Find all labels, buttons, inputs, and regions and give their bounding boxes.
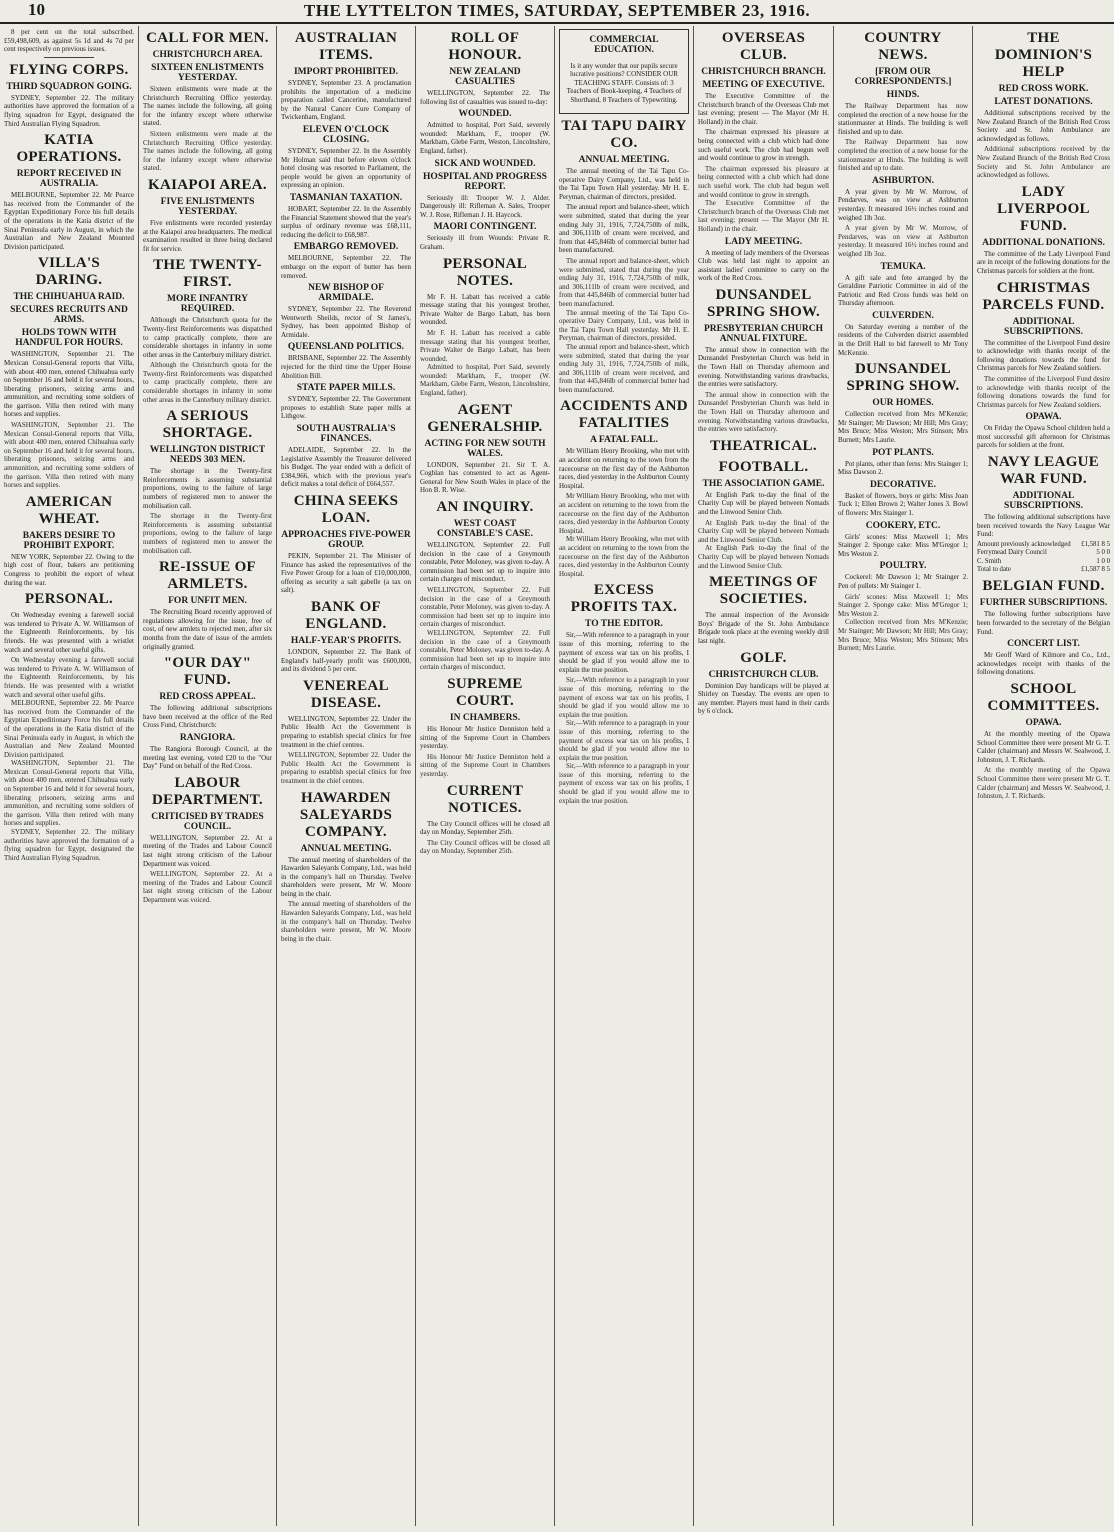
subheading: RED CROSS WORK.: [998, 84, 1089, 94]
section-heading: ROLL OF HONOUR.: [448, 30, 522, 63]
subheading: POT PLANTS.: [872, 447, 934, 458]
row-value: £1,581 8 5: [1081, 540, 1110, 548]
subheading: DECORATIVE.: [869, 479, 937, 490]
article-paragraph: SYDNEY, September 22. The military authorities have approved the formation of a flying squadron for Egypt, designated the Third Australian Flying Squadron.: [4, 93, 134, 128]
article-paragraph: Collection received from Mrs M'Kenzie; Mr Stainger; Mr Dawson; Mr Hill; Mrs Gray; Mrs Bruce; Miss Weston; Mrs Stinson; Mrs Burnett; Mrs Laurie.: [838, 410, 968, 445]
subheading: OUR HOMES.: [872, 398, 934, 409]
subheading: WELLINGTON DISTRICT NEEDS 303 MEN.: [149, 445, 266, 466]
article-paragraph: SYDNEY, September 22. In the Assembly Mr Holman said that before eleven o'clock hotel closing was resorted to Parliament, the people would be given an opportunity of expressing an opinion.: [281, 146, 411, 190]
article-paragraph: The Executive Committee of the Christchurch branch of the Overseas Club met last evening; present — The Mayor (Mr H. Holland) in the chair.: [698, 92, 829, 126]
column-7: [834, 26, 973, 1526]
article-paragraph: Mr William Henry Brooking, who met with an accident on returning to the town from the racecourse on the first day of the Ashburton races, died yesterday in the Ashburton County Hospital.: [559, 447, 689, 490]
subheading: REPORT RECEIVED IN AUSTRALIA.: [16, 169, 122, 190]
article-paragraph: Five enlistments were recorded yesterday at the Kaiapoi area headquarters. The medical examination resulted in three being declared fit for service.: [143, 218, 272, 253]
article-paragraph: His Honour Mr Justice Denniston held a sitting of the Supreme Court in Chambers yesterday.: [420, 752, 550, 778]
article-paragraph: WASHINGTON, September 21. The Mexican Consul-General reports that Villa, with about 400 men, entered Chihuahua early on September 16 and held it for several hours, liberating prisoners, seizing arms and ammunition, and recruiting some soldiers of the garrison. Villa then retired with many horses and supplies.: [4, 759, 134, 828]
section-heading: SUPREME COURT.: [447, 675, 523, 709]
subheading: ADDITIONAL SUBSCRIPTIONS.: [1004, 491, 1083, 512]
article-paragraph: A gift sale and fete arranged by the Geraldine Patriotic Committee in aid of the Patriotic and Red Cross funds was held on Thursday afternoon.: [838, 273, 968, 308]
article-paragraph: At the monthly meeting of the Opawa School Committee there were present Mr G. T. Calder (chairman) and Messrs W. Sealwood, J. Johnston, J. T. Richards.: [977, 766, 1110, 801]
article-paragraph: The annual inspection of the Avonside Boys' Brigade of the St. John Ambulance Brigade took place at the evening weekly drill last night.: [698, 611, 829, 645]
subscription-row: [977, 566, 1110, 574]
article-paragraph: At English Park to-day the final of the Charity Cup will be played between Nomads and the Linwood Senior Club.: [698, 490, 829, 516]
article-paragraph: On Friday the Opawa School children held a most successful gift afternoon for Christmas parcels for soldiers at the front.: [977, 424, 1110, 450]
article-paragraph: The annual meeting of shareholders of the Hawarden Saleyards Company, Ltd., was held in the company's hall on Thursday. Twelve shareholders were present, Mr W. Moore being in the chair.: [281, 855, 411, 898]
subheading: CRITICISED BY TRADES COUNCIL.: [151, 811, 264, 832]
subheading: FOR UNFIT MEN.: [168, 596, 247, 607]
subheading: NEW ZEALAND CASUALTIES: [449, 67, 521, 87]
subheading: SIXTEEN ENLISTMENTS YESTERDAY.: [151, 63, 264, 83]
subheading: RED CROSS APPEAL.: [159, 692, 256, 703]
section-heading: FLYING CORPS.: [9, 61, 129, 78]
article-paragraph: Mr William Henry Brooking, who met with an accident on returning to the town from the racecourse on the first day of the Ashburton races, died yesterday in the Ashburton County Hospital.: [559, 535, 689, 578]
subheading: PRESBYTERIAN CHURCH ANNUAL FIXTURE.: [703, 323, 824, 344]
article-paragraph: Sir,—With reference to a paragraph in your issue of this morning, referring to the payment of excess war tax on his profits, I should be glad if you would allow me to explain the true position.: [559, 676, 689, 719]
subheading: ACTING FOR NEW SOUTH WALES.: [424, 438, 546, 459]
article-paragraph: WELLINGTON, September 22. Under the Public Health Act the Government is preparing to establish special clinics for free treatment in the chief centres.: [281, 714, 411, 749]
subheading: MAORI CONTINGENT.: [433, 222, 537, 233]
article-paragraph: SYDNEY, September 22. The Government proposes to establish State paper mills at Lithgow.: [281, 395, 411, 421]
article-paragraph: Sixteen enlistments were made at the Christchurch Recruiting Office yesterday. The names include the following, all going for the infantry except where otherwise stated.: [143, 129, 272, 173]
subheading: ANNUAL MEETING.: [578, 155, 670, 166]
article-paragraph: Girls' scones: Miss Maxwell 1; Mrs Stainger 2. Sponge cake: Miss M'Gregor 1; Mrs Weston 2.: [838, 532, 968, 558]
subheading: COMMERCIAL EDUCATION.: [589, 35, 659, 55]
article-paragraph: LONDON, September 21. Sir T. A. Coghlan has consented to act as Agent-General for New South Wales in place of the Hon B. R. Wise.: [420, 460, 550, 495]
article-paragraph: WASHINGTON, September 21. The Mexican Consul-General reports that Villa, with about 400 men, entered Chihuahua early on September 16 and held it for several hours, liberating prisoners, seizing arms and ammunition, and recruiting some soldiers of the garrison. Villa then retired with many horses and supplies.: [4, 350, 134, 419]
section-heading: VILLA'S DARING.: [35, 255, 103, 289]
article-paragraph: Additional subscriptions received by the New Zealand Branch of the British Red Cross Society and St. John Ambulance are acknowledged as follows.: [977, 109, 1110, 143]
article-paragraph: The annual report and balance-sheet, which were submitted, stated that during the year ending July 31, 1916, 7,724,750lb of milk, and 306,111lb of cream were received, and from that 445,846lb of commercial butter had been manufactured.: [559, 342, 689, 394]
subheading: RANGIORA.: [179, 732, 236, 743]
article-paragraph: The annual show in connection with the Dunsandel Presbyterian Church was held in the Town Hall on Thursday afternoon and evening. Notwithstanding various drawbacks, the entries were satisfactory.: [698, 345, 829, 389]
subheading: CULVERDEN.: [872, 310, 934, 321]
section-heading: ACCIDENTS AND FATALITIES: [560, 398, 688, 432]
article-paragraph: A year given by Mr W. Morrow, of Pendarves, was on view at Ashburton yesterday. It measured 16½ inches round and weighed 1lb 3oz.: [838, 224, 968, 258]
article-paragraph: Sir,—With reference to a paragraph in your issue of this morning, referring to the payment of excess war tax on his profits, I should be glad if you would allow me to explain the true position.: [559, 631, 689, 674]
section-heading: RE-ISSUE OF ARMLETS.: [158, 559, 257, 593]
section-heading: EXCESS PROFITS TAX.: [570, 582, 678, 616]
subheading: TO THE EDITOR.: [585, 619, 663, 630]
section-heading: A SERIOUS SHORTAGE.: [162, 408, 253, 442]
article-paragraph: MELBOURNE, September 22. The embargo on the export of butter has been removed.: [281, 254, 411, 280]
article-paragraph: The shortage in the Twenty-first Reinforcements is assuming substantial proportions, owing to the failure of large numbers of registered men to answer the mobilisation call.: [143, 467, 272, 510]
section-heading: LABOUR DEPARTMENT.: [152, 774, 263, 808]
row-label: Amount previously acknowledged: [977, 540, 1071, 548]
subheading: HOLDS TOWN WITH HANDFUL FOR HOURS.: [15, 328, 123, 349]
subheading: WEST COAST CONSTABLE'S CASE.: [437, 519, 533, 540]
article-paragraph: The shortage in the Twenty-first Reinforcements is assuming substantial proportions, owing to the failure of large numbers of registered men to answer the mobilisation call.: [143, 512, 272, 555]
article-paragraph: On Wednesday evening a farewell social was tendered to Private A. W. Williamson of the Eighteenth Reinforcements, by his friends. He was presented with a wristlet watch and several other useful gifts.: [4, 611, 134, 654]
article-paragraph: The following further subscriptions have been forwarded to the secretary of the Belgian Fund.: [977, 610, 1110, 636]
subscription-row: [977, 558, 1110, 566]
section-heading: AGENT GENERALSHIP.: [427, 401, 543, 435]
article-paragraph: The annual report and balance-sheet, which were submitted, stated that during the year ending July 31, 1916, 7,724,750lb of milk, and 306,111lb of cream were received, and from that 445,846lb of commercial butter had been manufactured.: [559, 203, 689, 255]
row-label: Total to date: [977, 566, 1011, 574]
article-paragraph: NEW YORK, September 22. Owing to the high cost of flour, bakers are petitioning Congress to prohibit the export of wheat during the war.: [4, 552, 134, 587]
article-paragraph: The annual show in connection with the Dunsandel Presbyterian Church was held in the Town Hall on Thursday afternoon and evening. Notwithstanding various drawbacks, the entries were satisfactory.: [698, 390, 829, 434]
subheading: [FROM OUR CORRESPONDENTS.]: [854, 67, 952, 87]
subheading: NEW BISHOP OF ARMIDALE.: [308, 283, 384, 304]
subheading: OPAWA.: [1025, 718, 1062, 729]
article-paragraph: WELLINGTON, September 22. The following list of casualties was issued to-day:: [420, 89, 550, 106]
article-paragraph: The annual meeting of shareholders of the Hawarden Saleyards Company, Ltd., was held in the company's hall on Thursday. Twelve shareholders were present, Mr W. Moore being in the chair.: [281, 900, 411, 943]
subheading: LADY MEETING.: [724, 236, 803, 247]
advertisement-box: [559, 29, 689, 114]
subscription-row: [977, 541, 1110, 549]
article-paragraph: A year given by Mr W. Morrow, of Pendarves, was on view at Ashburton yesterday. It measured 16½ inches round and weighed 1lb 3oz.: [838, 187, 968, 222]
subheading: MEETING OF EXECUTIVE.: [702, 80, 825, 90]
article-paragraph: Girls' scones: Miss Maxwell 1; Mrs Stainger 2. Sponge cake: Miss M'Gregor 1; Mrs Weston 2.: [838, 592, 968, 618]
article-paragraph: Mr William Henry Brooking, who met with an accident on returning to the town from the racecourse on the first day of the Ashburton races, died yesterday in the Ashburton County Hospital.: [559, 492, 689, 535]
article-paragraph: The annual meeting of the Tai Tapu Co-operative Dairy Company, Ltd., was held in the Tai Tapu Town Hall yesterday. Mr H. E. Peryman, chairman of directors, presided.: [559, 167, 689, 201]
section-heading: OVERSEAS CLUB.: [721, 30, 806, 63]
article-paragraph: WELLINGTON, September 22. Full decision in the case of a Greymouth constable, Peter Moloney, was given to-day. A commission had been set up to inquire into certain charges of misconduct.: [420, 541, 550, 584]
article-paragraph: The Railway Department has now completed the erection of a new house for the stationmaster at Hinds. The building is well finished and up to date.: [838, 138, 968, 173]
article-paragraph: Mr Geoff Ward of Kilmore and Co., Ltd., acknowledges receipt with thanks of the following donations.: [977, 651, 1110, 677]
section-heading: PERSONAL.: [24, 591, 114, 608]
subheading: A FATAL FALL.: [590, 435, 658, 446]
article-paragraph: SYDNEY, September 22. The Reverend Wentworth Sheilds, rector of St James's, Sydney, has been appointed Bishop of Armidale.: [281, 305, 411, 339]
section-heading: CALL FOR MEN.: [146, 30, 269, 46]
subheading: ANNUAL MEETING.: [300, 843, 392, 854]
article-paragraph: Admitted to hospital, Port Said, severely wounded: Markham, F., trooper (W. Markham, Glebe Farm, Weston, Lincolnshire, England, father).: [420, 121, 550, 155]
subheading: FIVE ENLISTMENTS YESTERDAY.: [160, 196, 255, 217]
section-heading: BELGIAN FUND.: [982, 578, 1105, 595]
column-4: [416, 26, 555, 1526]
section-heading: VENEREAL DISEASE.: [303, 677, 389, 711]
subheading: IMPORT PROHIBITED.: [293, 67, 398, 77]
divider: [44, 57, 93, 58]
masthead: [0, 0, 1114, 24]
subheading: CHRISTCHURCH AREA.: [152, 50, 263, 60]
row-label: Ferrymead Dairy Council: [977, 549, 1047, 557]
subheading: CHRISTCHURCH BRANCH.: [701, 67, 826, 77]
article-paragraph: A meeting of lady members of the Overseas Club was held last night to appoint an assistant ladies' committee to carry on the work of the Red Cross.: [698, 248, 829, 283]
article-paragraph: The annual report and balance-sheet, which were submitted, stated that during the year ending July 31, 1916, 7,724,750lb of milk, and 306,111lb of cream were received, and from that 445,846lb of commercial butter had been manufactured.: [559, 256, 689, 308]
subheading: THE CHIHUAHUA RAID.: [13, 292, 125, 303]
subheading: POULTRY.: [879, 561, 927, 572]
section-heading: "OUR DAY" FUND.: [163, 655, 252, 689]
row-value: 5 0 0: [1096, 549, 1110, 557]
article-paragraph: WELLINGTON, September 22. Under the Public Health Act the Government is preparing to establish special clinics for free treatment in the chief centres.: [281, 751, 411, 785]
article-paragraph: Sir,—With reference to a paragraph in your issue of this morning, referring to the payment of excess war tax on his profits, I should be glad if you would allow me to explain the true position.: [559, 719, 689, 762]
subscription-row: [977, 549, 1110, 557]
subheading: SICK AND WOUNDED.: [434, 158, 536, 169]
section-heading: SCHOOL COMMITTEES.: [987, 681, 1100, 715]
subheading: WOUNDED.: [458, 109, 512, 120]
subheading: APPROACHES FIVE-POWER GROUP.: [281, 530, 411, 550]
section-heading: KATIA OPERATIONS.: [16, 132, 122, 166]
subheading: IN CHAMBERS.: [449, 712, 521, 723]
subheading: STATE PAPER MILLS.: [296, 383, 396, 394]
section-heading: AMERICAN WHEAT.: [25, 493, 113, 527]
article-paragraph: The Executive Committee of the Christchurch branch of the Overseas Club met last evening; present — The Mayor (Mr H. Holland) in the chair.: [698, 199, 829, 233]
subheading: COOKERY, ETC.: [865, 520, 941, 531]
subheading: FURTHER SUBSCRIPTIONS.: [979, 598, 1108, 609]
subscription-table: [977, 541, 1110, 575]
section-heading: PERSONAL NOTES.: [442, 255, 528, 289]
article-paragraph: WELLINGTON, September 22. Full decision in the case of a Greymouth constable, Peter Moloney, was given to-day. A commission had been set up to inquire into certain charges of misconduct.: [420, 628, 550, 672]
subheading: CONCERT LIST.: [1007, 639, 1080, 650]
section-heading: FOOTBALL.: [718, 458, 809, 475]
article-paragraph: The annual meeting of the Tai Tapu Co-operative Dairy Company, Ltd., was held in the Tai Tapu Town Hall yesterday. Mr H. E. Peryman, chairman of directors, presided.: [559, 308, 689, 343]
article-paragraph: Cockerel: Mr Dawson 1; Mr Stainger 2. Pen of pullets: Mr Stainger 1.: [838, 573, 968, 590]
section-heading: THEATRICAL.: [710, 437, 817, 454]
article-paragraph: Collection received from Mrs M'Kenzie; Mr Stainger; Mr Dawson; Mr Hill; Mrs Gray; Mrs Bruce; Miss Weston; Mrs Stinson; Mrs Burnett; Mrs Laurie.: [838, 618, 968, 653]
newspaper-title: THE LYTTELTON TIMES, SATURDAY, SEPTEMBER 23, 1916.: [303, 1, 811, 20]
article-paragraph: The following additional subscriptions have been received at the office of the Red Cross Fund, Christchurch:: [143, 704, 272, 730]
subheading: QUEENSLAND POLITICS.: [287, 342, 405, 353]
article-paragraph: Although the Christchurch quota for the Twenty-first Reinforcements was dispatched to camp practically complete, there are considerable shortages in infantry in some other areas in the Canterbury military district.: [143, 316, 272, 359]
article-paragraph: The following additional subscriptions have been received towards the Navy League War Fund:: [977, 513, 1110, 539]
subheading: ADDITIONAL SUBSCRIPTIONS.: [1004, 316, 1083, 337]
column-1: [0, 26, 139, 1526]
section-heading: CURRENT NOTICES.: [446, 782, 524, 816]
subheading: THE ASSOCIATION GAME.: [702, 478, 825, 489]
section-heading: TAI TAPU DAIRY CO.: [561, 118, 687, 152]
section-heading: AN INQUIRY.: [436, 499, 534, 516]
article-paragraph: At the monthly meeting of the Opawa School Committee there were present Mr G. T. Calder (chairman) and Messrs W. Sealwood, J. Johnston, J. T. Richards.: [977, 730, 1110, 764]
article-paragraph: Pot plants, other than ferns: Mrs Stainger 1; Miss Dawson 2.: [838, 459, 968, 477]
article-paragraph: The City Council offices will be closed all day on Monday, September 25th.: [420, 838, 550, 856]
article-paragraph: MELBOURNE, September 22. Mr Pearce has received from the Commander of the Egyptian Expeditionary Force his full details of the operations in the Katia district of the Sinai Peninsula early in August, in which the Australian and New Zealand Mounted Division participated.: [4, 191, 134, 251]
column-5: [555, 26, 694, 1526]
article-paragraph: BRISBANE, September 22. The Assembly rejected for the third time the Upper House Abolition Bill.: [281, 354, 411, 380]
section-heading: HAWARDEN SALEYARDS COMPANY.: [299, 789, 393, 840]
article-paragraph: At English Park to-day the final of the Charity Cup will be played between Nomads and the Linwood Senior Club.: [698, 544, 829, 570]
subheading: MORE INFANTRY REQUIRED.: [166, 294, 249, 315]
section-heading: AUSTRALIAN ITEMS.: [294, 30, 398, 63]
subheading: HOSPITAL AND PROGRESS REPORT.: [423, 171, 547, 192]
subheading: LATEST DONATIONS.: [994, 97, 1093, 107]
article-paragraph: The chairman expressed his pleasure at being connected with a club which had done such useful work. The club had begun well and would continue to grow in strength.: [698, 164, 829, 199]
article-paragraph: MELBOURNE, September 22. Mr Pearce has received from the Commander of the Egyptian Expeditionary Force his full details of the operations in the Katia district of the Sinai Peninsula early in August, in which the Australian and New Zealand Mounted Division participated.: [4, 699, 134, 759]
section-heading: COUNTRY NEWS.: [864, 30, 942, 63]
article-paragraph: HOBART, September 22. In the Assembly the Financial Statement showed that the year's surplus of ordinary revenue was £68,111, reducing the deficit to £68,987.: [281, 204, 411, 239]
advertisement-text: Is it any wonder that our pupils secure lucrative positions? CONSIDER OUR TEACHING STAFF. Consists of: 3 Teachers of Book-keeping, 4 Teachers of Shorthand, 8 Teachers of Typewriting.: [566, 62, 682, 104]
column-8: [973, 26, 1114, 1526]
article-paragraph: His Honour Mr Justice Denniston held a sitting of the Supreme Court in Chambers yesterday.: [420, 724, 550, 751]
article-paragraph: SYDNEY, September 22. The military authorities have approved the formation of a flying squadron for Egypt, designated the Third Australian Flying Squadron.: [4, 828, 134, 862]
article-paragraph: The chairman expressed his pleasure at being connected with a club which had done such useful work. The club had begun well and would continue to grow in strength.: [698, 128, 829, 163]
section-heading: KAIAPOI AREA.: [148, 176, 267, 193]
article-paragraph: The Rangiora Borough Council, at the meeting last evening, voted £20 to the "Our Day" Fund on behalf of the Red Cross.: [143, 744, 272, 771]
article-paragraph: The committee of the Lady Liverpool Fund are in receipt of the following donations for the Christmas parcels for soldiers at the front.: [977, 249, 1110, 275]
subheading: ASHBURTON.: [871, 175, 935, 186]
article-paragraph: WELLINGTON, September 22. At a meeting of the Trades and Labour Council last night strong criticism of the Labour Department was voiced.: [143, 833, 272, 868]
intro-text: 8 per cent on the total subscribed. £59,498,609, as against 5s 1d and 4s 7d per cent respectively on previous issues.: [4, 28, 134, 54]
article-paragraph: The Railway Department has now completed the erection of a new house for the stationmaster at Hinds. The building is well finished and up to date.: [838, 102, 968, 136]
page-number: 10: [28, 0, 45, 19]
subheading: CHRISTCHURCH CLUB.: [708, 669, 819, 680]
article-paragraph: Although the Christchurch quota for the Twenty-first Reinforcements was dispatched to camp practically complete, there are considerable shortages in infantry in some other areas in the Canterbury military district.: [143, 361, 272, 404]
section-heading: CHRISTMAS PARCELS FUND.: [982, 279, 1105, 313]
section-heading: DUNSANDEL SPRING SHOW.: [706, 286, 821, 320]
column-6: [694, 26, 834, 1526]
section-heading: CHINA SEEKS LOAN.: [293, 493, 399, 526]
section-heading: BANK OF ENGLAND.: [305, 598, 387, 632]
section-heading: NAVY LEAGUE WAR FUND.: [987, 454, 1100, 488]
row-value: £1,587 8 5: [1081, 566, 1110, 574]
subheading: EMBARGO REMOVED.: [293, 242, 399, 253]
article-paragraph: WASHINGTON, September 21. The Mexican Consul-General reports that Villa, with about 400 men, entered Chihuahua early on September 16 and held it for several hours, liberating prisoners, seizing arms and ammunition, and recruiting some soldiers of the garrison. Villa then retired with many horses and supplies.: [4, 421, 134, 490]
subheading: SECURES RECRUITS AND ARMS.: [10, 305, 128, 326]
article-paragraph: The City Council offices will be closed all day on Monday, September 25th.: [420, 819, 550, 837]
article-paragraph: Basket of flowers, boys or girls: Miss Joan Tuck 1; Ellen Brown 2; Walter Jones 3. Bowl of flowers: Mrs Stainger 1.: [838, 491, 968, 517]
section-heading: DUNSANDEL SPRING SHOW.: [846, 361, 960, 395]
subheading: BAKERS DESIRE TO PROHIBIT EXPORT.: [22, 530, 116, 551]
article-paragraph: On Saturday evening a number of the residents of the Culverden district assembled in the Drill Hall to bid farewell to Mr Tony McKenzie.: [838, 322, 968, 357]
article-paragraph: SYDNEY, September 23. A proclamation prohibits the importation of a medicine preparation called Cancerine, manufactured by the Natural Cancer Cure Company of Twickenham, England.: [281, 79, 411, 122]
column-2: [139, 26, 277, 1526]
article-paragraph: WELLINGTON, September 22. At a meeting of the Trades and Labour Council last night strong criticism of the Labour Department was voiced.: [143, 870, 272, 904]
subheading: ADDITIONAL DONATIONS.: [982, 237, 1105, 248]
column-3: [277, 26, 416, 1526]
subheading: HALF-YEAR'S PROFITS.: [290, 635, 402, 646]
article-paragraph: PEKIN, September 21. The Minister of Finance has asked the representatives of the Five Power Group for a loan of £10,000,000, offering as security a salt gabelle (a tax on salt).: [281, 552, 411, 595]
row-label: C. Smith: [977, 557, 1002, 565]
article-paragraph: Seriously ill from Wounds: Private R. Graham.: [420, 234, 550, 251]
subheading: TASMANIAN TAXATION.: [289, 192, 403, 203]
article-paragraph: Sixteen enlistments were made at the Christchurch Recruiting Office yesterday. The names include the following, all going for the infantry except where otherwise stated.: [143, 85, 272, 128]
article-paragraph: The committee of the Liverpool Fund desire to acknowledge with thanks receipt of the following donations towards the fund for Christmas parcels for New Zealand soldiers.: [977, 374, 1110, 409]
article-paragraph: Seriously ill: Trooper W. J. Alder. Dangerously ill: Rifleman A. Sales, Trooper W. J. Rose, Rifleman J. H. Haycock.: [420, 193, 550, 219]
section-heading: MEETINGS OF SOCIETIES.: [709, 574, 818, 608]
subheading: THIRD SQUADRON GOING.: [6, 81, 132, 92]
section-heading: GOLF.: [740, 649, 787, 666]
subheading: OPAWA.: [1025, 412, 1062, 423]
subheading: TEMUKA.: [880, 261, 926, 272]
article-paragraph: On Wednesday evening a farewell social was tendered to Private A. W. Williamson of the Eighteenth Reinforcements, by his friends. He was presented with a wristlet watch and several other useful gifts.: [4, 656, 134, 699]
subheading: SOUTH AUSTRALIA'S FINANCES.: [296, 424, 396, 445]
article-paragraph: Admitted to hospital, Port Said, severely wounded: Markham, F., trooper (W. Markham, Glebe Farm, Weston, Lincolnshire, England, father).: [420, 363, 550, 398]
newspaper-body: [0, 26, 1114, 1526]
article-paragraph: Mr F. H. Labatt has received a cable message stating that his youngest brother, Private Walter de Bargo Labatt, has been wounded.: [420, 328, 550, 363]
article-paragraph: The committee of the Liverpool Fund desire to acknowledge with thanks receipt of the following donations towards the fund for Christmas parcels for New Zealand soldiers.: [977, 338, 1110, 373]
section-heading: THE DOMINION'S HELP: [994, 30, 1093, 80]
article-paragraph: Dominion Day handicaps will be played at Shirley on Tuesday. The events are open to any member. Players must hand in their cards by 6 o'clock.: [698, 681, 829, 716]
article-paragraph: Sir,—With reference to a paragraph in your issue of this morning, referring to the payment of excess war tax on his profits, I should be glad if you would allow me to explain the true position.: [559, 762, 689, 805]
subheading: ELEVEN O'CLOCK CLOSING.: [302, 124, 390, 145]
section-heading: THE TWENTY-FIRST.: [153, 257, 262, 291]
section-heading: LADY LIVERPOOL FUND.: [997, 183, 1090, 234]
article-paragraph: Mr F. H. Labatt has received a cable message stating that his youngest brother, Private Walter de Bargo Labatt, has been wounded.: [420, 292, 550, 327]
article-paragraph: ADELAIDE, September 22. In the Legislative Assembly the Treasurer delivered his Budget. The year ended with a deficit of £384,966, which with the previous year's deficit makes a total deficit of £664,557.: [281, 446, 411, 489]
article-paragraph: WELLINGTON, September 22. Full decision in the case of a Greymouth constable, Peter Moloney, was given to-day. A commission had been set up to inquire into certain charges of misconduct.: [420, 586, 550, 629]
article-paragraph: The Recruiting Board recently approved of regulations allowing for the issue, free of cost, of new armlets to rejected men, after six months from the date of issue of the armlets originally granted.: [143, 608, 272, 651]
subheading: HINDS.: [886, 90, 920, 100]
article-paragraph: At English Park to-day the final of the Charity Cup will be played between Nomads and the Linwood Senior Club.: [698, 518, 829, 544]
article-paragraph: Additional subscriptions received by the New Zealand Branch of the British Red Cross Society and St. John Ambulance are acknowledged as follows.: [977, 145, 1110, 180]
row-value: 1 0 0: [1096, 557, 1110, 565]
article-paragraph: LONDON, September 22. The Bank of England's half-yearly profit was £600,000, and its dividend 5 per cent.: [281, 647, 411, 674]
